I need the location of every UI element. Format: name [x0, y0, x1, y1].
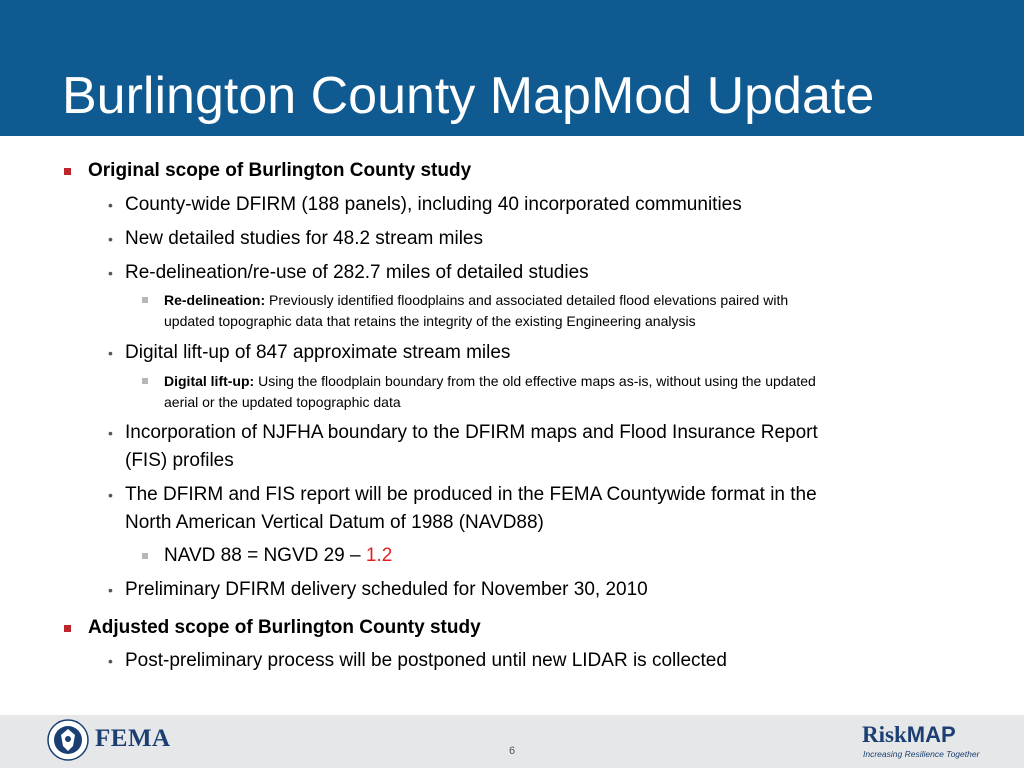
bullet-dot-icon: •: [108, 231, 113, 247]
list-item-continued: (FIS) profiles: [125, 450, 234, 471]
bullet-square-icon: [64, 625, 71, 632]
definition-term: Re-delineation:: [164, 292, 266, 308]
riskmap-logo-map: MAP: [906, 722, 956, 747]
list-item: Incorporation of NJFHA boundary to the DFIRM maps and Flood Insurance Report: [125, 422, 818, 443]
sub-list-item: [164, 542, 392, 570]
sub-list-item: [164, 290, 788, 311]
bullet-square-icon: [142, 297, 148, 303]
sub-list-item-continued: updated topographic data that retains the integrity of the existing Engineering analysis: [164, 313, 696, 329]
page-number: 6: [508, 745, 516, 757]
bullet-dot-icon: •: [108, 265, 113, 281]
list-item: The DFIRM and FIS report will be produced in the FEMA Countywide format in the: [125, 484, 817, 505]
bullet-dot-icon: •: [108, 582, 113, 598]
section-heading-adjusted-scope: Adjusted scope of Burlington County study: [88, 617, 481, 638]
list-item: New detailed studies for 48.2 stream miles: [125, 228, 483, 249]
sub-list-item: [164, 371, 816, 392]
bullet-dot-icon: •: [108, 345, 113, 361]
bullet-dot-icon: •: [108, 487, 113, 503]
list-item: Re-delineation/re-use of 282.7 miles of detailed studies: [125, 262, 589, 283]
list-item: Preliminary DFIRM delivery scheduled for November 30, 2010: [125, 579, 648, 600]
fema-logo: FEMA: [95, 725, 171, 752]
list-item: County-wide DFIRM (188 panels), including 40 incorporated communities: [125, 194, 742, 215]
list-item: Digital lift-up of 847 approximate stream miles: [125, 342, 511, 363]
bullet-dot-icon: •: [108, 425, 113, 441]
slide-title: Burlington County MapMod Update: [62, 67, 875, 125]
riskmap-logo-risk: Risk: [862, 722, 907, 747]
list-item: Post-preliminary process will be postponed until new LIDAR is collected: [125, 650, 727, 671]
sub-list-item-continued: aerial or the updated topographic data: [164, 394, 401, 410]
bullet-dot-icon: •: [108, 653, 113, 669]
section-heading-original-scope: Original scope of Burlington County study: [88, 160, 472, 181]
definition-text: Using the floodplain boundary from the old effective maps as-is, without using the updated: [254, 373, 816, 389]
equation-value: 1.2: [365, 545, 393, 566]
bullet-dot-icon: •: [108, 197, 113, 213]
definition-text: Previously identified floodplains and associated detailed flood elevations paired with: [265, 292, 789, 308]
riskmap-tagline: Increasing Resilience Together: [863, 749, 980, 759]
definition-term: Digital lift-up:: [164, 373, 255, 389]
bullet-square-icon: [142, 553, 148, 559]
equation-text: NAVD 88 = NGVD 29 –: [164, 545, 366, 566]
bullet-square-icon: [142, 378, 148, 384]
riskmap-logo: [862, 722, 980, 759]
bullet-square-icon: [64, 168, 71, 175]
list-item-continued: North American Vertical Datum of 1988 (NAVD88): [125, 512, 544, 533]
